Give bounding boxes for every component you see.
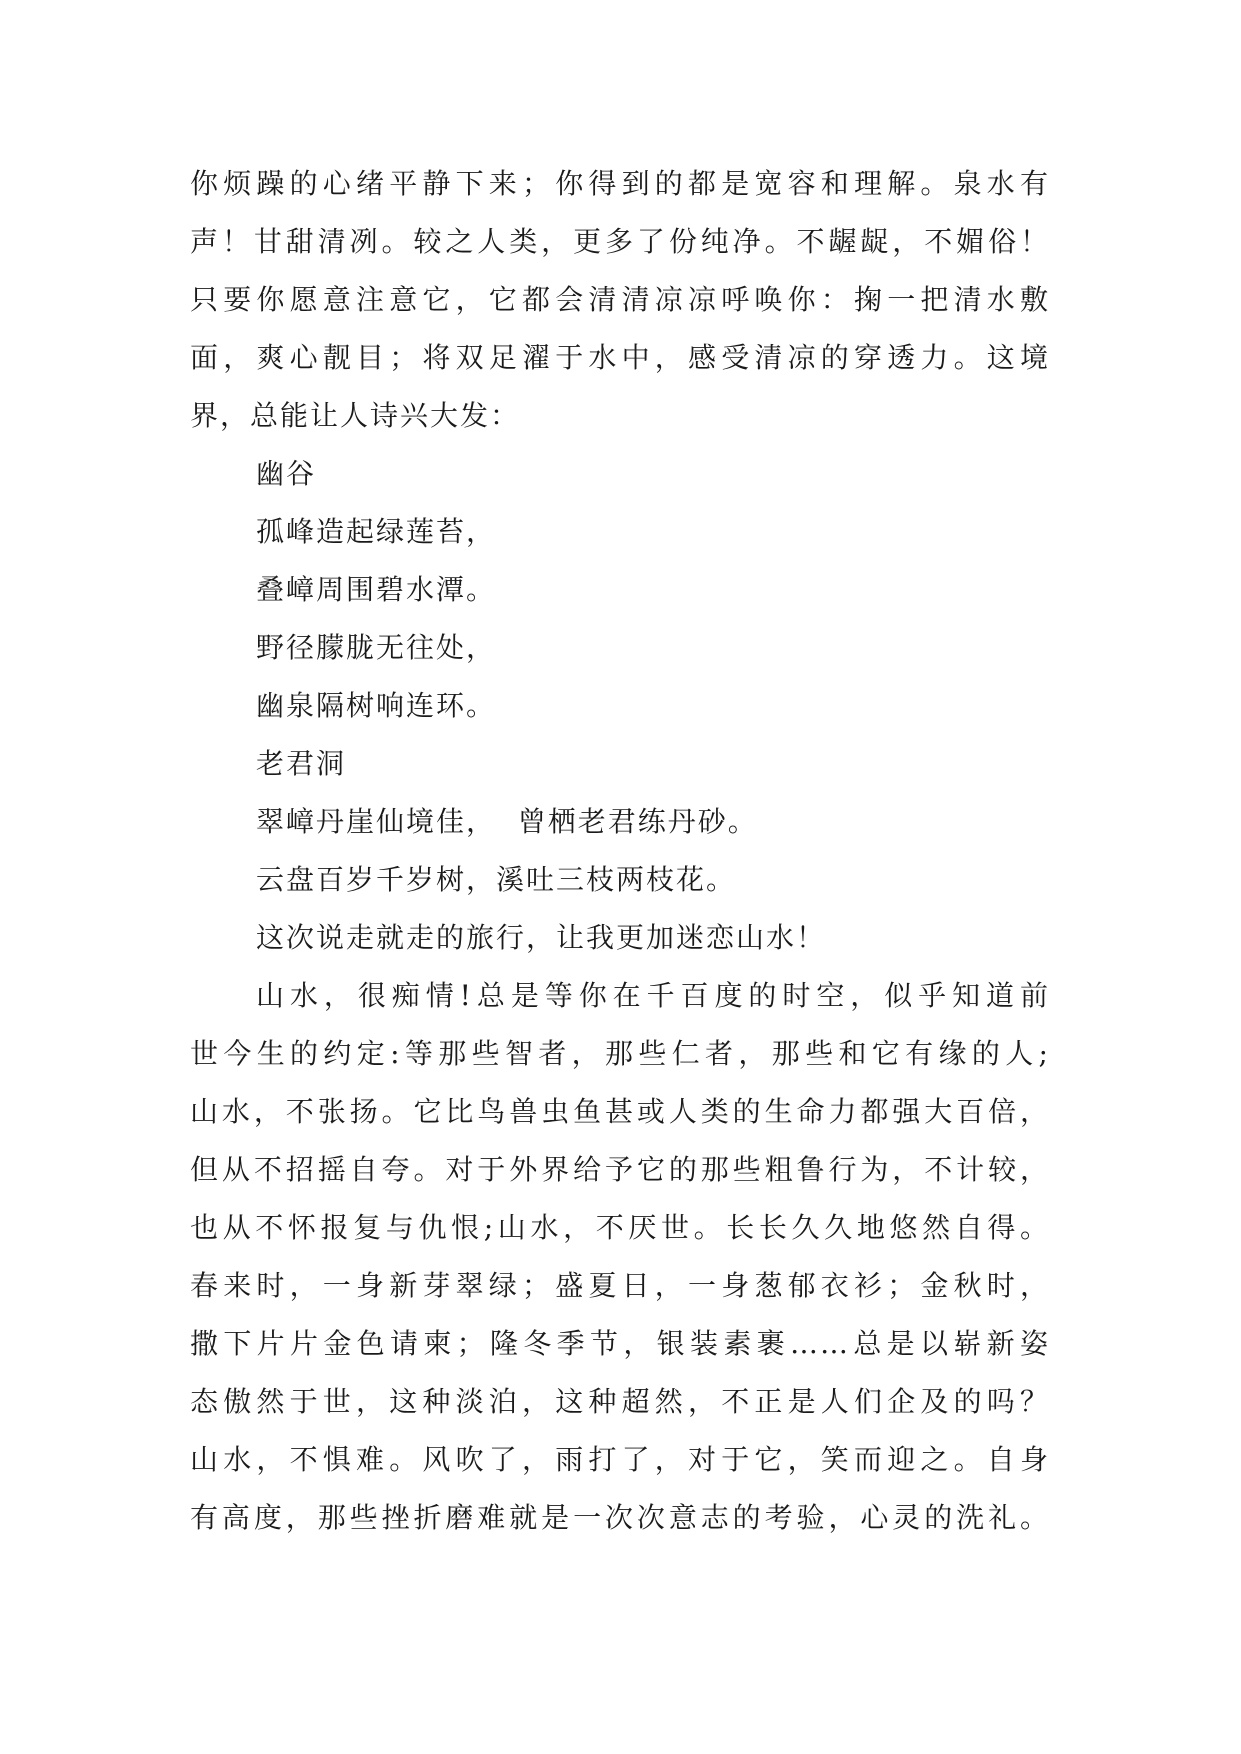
document-page — [190, 155, 1050, 1547]
text-line: 态傲然于世，这种淡泊，这种超然，不正是人们企及的吗？ — [190, 1385, 1050, 1418]
text-line-1: 你烦躁的心绪平静下来；你得到的都是宽容和理解。泉水有 — [190, 167, 1050, 200]
text-line-4: 面，爽心靓目；将双足濯于水中，感受清凉的穿透力。这境 — [190, 341, 1050, 374]
paragraph-start-line: 山水，很痴情!总是等你在千百度的时空，似乎知道前 — [256, 979, 1050, 1012]
text-line: 山水，不张扬。它比鸟兽虫鱼甚或人类的生命力都强大百倍， — [190, 1095, 1050, 1128]
poem-title-laojundong: 老君洞 — [256, 747, 347, 780]
text-line: 春来时，一身新芽翠绿；盛夏日，一身葱郁衣衫；金秋时， — [190, 1269, 1050, 1302]
text-line: 但从不招摇自夸。对于外界给予它的那些粗鲁行为，不计较， — [190, 1153, 1050, 1186]
text-line: 有高度，那些挫折磨难就是一次次意志的考验，心灵的洗礼。 — [190, 1501, 1050, 1534]
poem-title-yougu: 幽谷 — [256, 457, 317, 490]
text-line: 也从不怀报复与仇恨;山水，不厌世。长长久久地悠然自得。 — [190, 1211, 1050, 1244]
poem-line: 孤峰造起绿莲苔， — [256, 515, 497, 548]
text-line-3: 只要你愿意注意它，它都会清清凉凉呼唤你：掬一把清水敷 — [190, 283, 1050, 316]
paragraph-line: 这次说走就走的旅行，让我更加迷恋山水！ — [256, 921, 827, 954]
poem-line: 翠嶂丹崖仙境佳， 曾栖老君练丹砂。 — [256, 805, 758, 838]
poem-line: 叠嶂周围碧水潭。 — [256, 573, 497, 606]
text-line-5: 界，总能让人诗兴大发： — [190, 399, 521, 432]
poem-line: 云盘百岁千岁树，溪吐三枝两枝花。 — [256, 863, 737, 896]
text-line-2: 声！甘甜清冽。较之人类，更多了份纯净。不龌龊，不媚俗！ — [190, 225, 1050, 258]
poem-line: 野径朦胧无往处， — [256, 631, 497, 664]
poem-line: 幽泉隔树响连环。 — [256, 689, 497, 722]
text-line: 山水，不惧难。风吹了，雨打了，对于它，笑而迎之。自身 — [190, 1443, 1050, 1476]
text-line: 世今生的约定:等那些智者，那些仁者，那些和它有缘的人; — [190, 1037, 1050, 1070]
text-line: 撒下片片金色请柬；隆冬季节，银装素裹……总是以崭新姿 — [190, 1327, 1050, 1360]
